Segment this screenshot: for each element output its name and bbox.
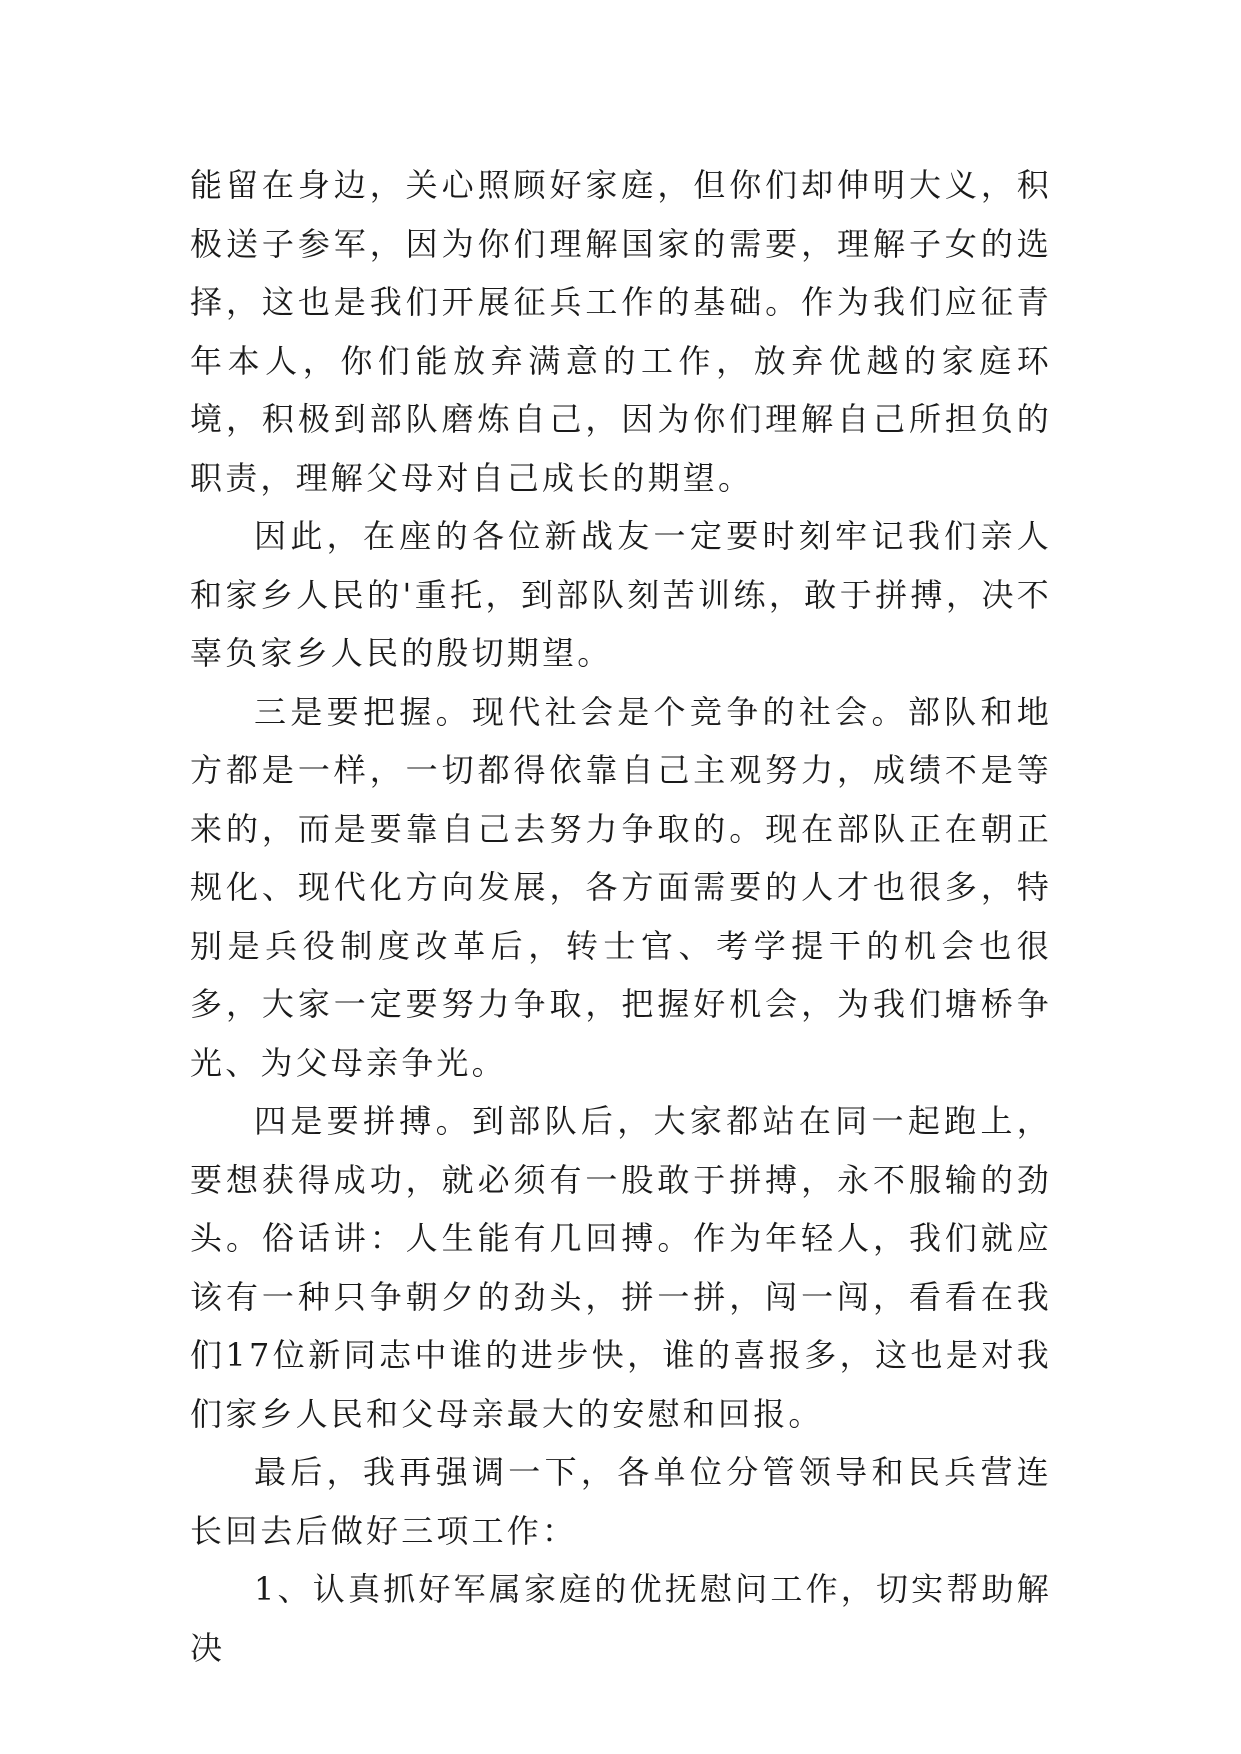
document-body <box>190 156 1052 1677</box>
paragraph-6: 1、认真抓好军属家庭的优抚慰问工作，切实帮助解决 <box>190 1570 1052 1667</box>
paragraph-4: 四是要拼搏。到部队后，大家都站在同一起跑上，要想获得成功，就必须有一股敢于拼搏，永不服输的劲头。俗话讲：人生能有几回搏。作为年轻人，我们就应该有一种只争朝夕的劲头，拼一拼，闯一闯，看看在我们17位新同志中谁的进步快，谁的喜报多，这也是对我们家乡人民和父母亲最大的安慰和回报。 <box>190 1102 1052 1433</box>
paragraph-3: 三是要把握。现代社会是个竞争的社会。部队和地方都是一样，一切都得依靠自己主观努力，成绩不是等来的，而是要靠自己去努力争取的。现在部队正在朝正规化、现代化方向发展，各方面需要的人才也很多，特别是兵役制度改革后，转士官、考学提干的机会也很多，大家一定要努力争取，把握好机会，为我们塘桥争光、为父母亲争光。 <box>190 692 1052 1082</box>
paragraph-1: 能留在身边，关心照顾好家庭，但你们却伸明大义，积极送子参军，因为你们理解国家的需要，理解子女的选择，这也是我们开展征兵工作的基础。作为我们应征青年本人，你们能放弃满意的工作，放弃优越的家庭环境，积极到部队磨炼自己，因为你们理解自己所担负的职责，理解父母对自己成长的期望。 <box>190 166 1052 497</box>
paragraph-2: 因此，在座的各位新战友一定要时刻牢记我们亲人和家乡人民的'重托，到部队刻苦训练，敢于拼搏，决不辜负家乡人民的殷切期望。 <box>190 517 1052 672</box>
paragraph-5: 最后，我再强调一下，各单位分管领导和民兵营连长回去后做好三项工作： <box>190 1453 1052 1550</box>
